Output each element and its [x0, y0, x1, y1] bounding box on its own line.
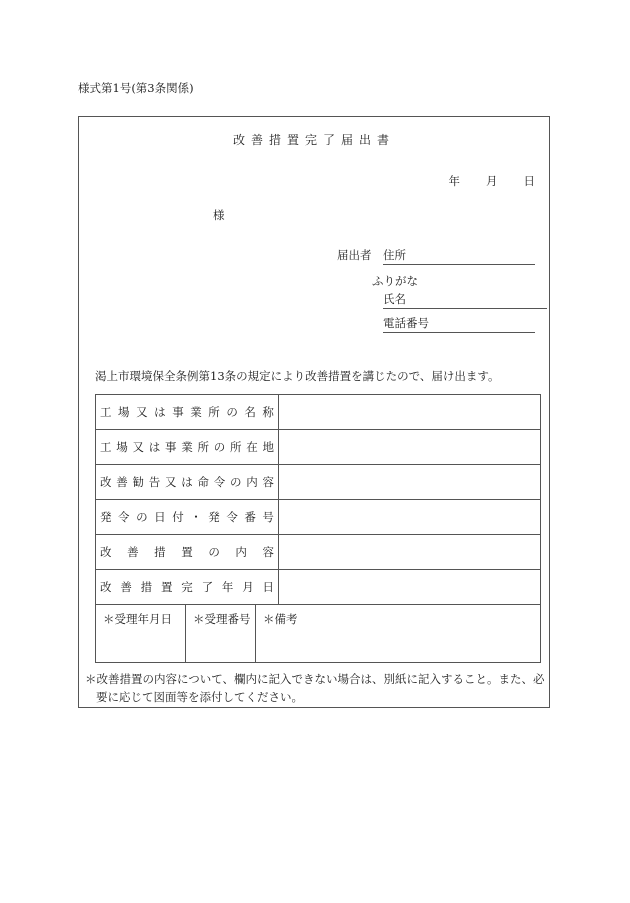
- received-number-cell: [186, 604, 256, 662]
- row-value-cell[interactable]: [279, 535, 541, 570]
- row-label-cell: [96, 430, 279, 465]
- date-day-label: 日: [523, 174, 535, 188]
- row-value-cell[interactable]: [279, 465, 541, 500]
- table-row: [96, 430, 541, 465]
- date-month-label: 月: [486, 174, 498, 188]
- details-table: [95, 394, 541, 605]
- form-frame: [78, 116, 550, 708]
- name-label: 氏名: [383, 292, 406, 306]
- table-row: [96, 570, 541, 605]
- received-date-cell: [96, 604, 186, 662]
- row-label: 発 令 の 日 付 ・ 発 令 番 号: [100, 510, 274, 524]
- row-label-cell: [96, 535, 279, 570]
- remarks-label: ＊備考: [263, 612, 298, 626]
- row-value-cell[interactable]: [279, 500, 541, 535]
- remarks-cell: [256, 604, 540, 662]
- addressee-suffix: 様: [213, 208, 225, 222]
- footnote-line-2: 要に応じて図面等を添付してください。: [96, 690, 303, 704]
- row-label: 改 善 措 置 の 内 容: [100, 545, 274, 559]
- table-row: [96, 395, 541, 430]
- name-field[interactable]: [383, 291, 547, 309]
- row-label: 改 善 措 置 完 了 年 月 日: [100, 580, 274, 594]
- furigana-label: ふりがな: [372, 274, 418, 288]
- address-field[interactable]: [383, 247, 535, 265]
- applicant-label: 届出者: [337, 248, 372, 262]
- row-label: 改 善 勧 告 又 は 命 令 の 内 容: [100, 475, 274, 489]
- table-row: [96, 535, 541, 570]
- date-year-label: 年: [448, 174, 460, 188]
- row-label-cell: [96, 570, 279, 605]
- row-label-cell: [96, 500, 279, 535]
- phone-field[interactable]: [383, 315, 535, 333]
- received-number-label: ＊受理番号: [193, 612, 251, 626]
- phone-label: 電話番号: [383, 316, 429, 330]
- footnote: [85, 670, 551, 706]
- footnote-line-1: ＊改善措置の内容について、欄内に記入できない場合は、別紙に記入すること。また、必: [85, 672, 545, 686]
- document-title: 改善措置完了届出書: [232, 133, 395, 147]
- row-label-cell: [96, 465, 279, 500]
- row-value-cell[interactable]: [279, 570, 541, 605]
- statement-text: 渇上市環境保全条例第13条の規定により改善措置を講じたので、届け出ます。: [95, 369, 500, 383]
- row-label-cell: [96, 395, 279, 430]
- row-label: 工 場 又 は 事 業 所 の 名 称: [100, 405, 274, 419]
- date-line: [423, 173, 536, 189]
- received-date-label: ＊受理年月日: [103, 612, 172, 626]
- row-value-cell[interactable]: [279, 395, 541, 430]
- row-label: 工 場 又 は 事 業 所 の 所 在 地: [100, 440, 274, 454]
- address-label: 住所: [383, 248, 406, 262]
- office-use-row: [95, 604, 541, 663]
- form-number: 様式第1号(第3条関係): [78, 81, 194, 95]
- table-row: [96, 500, 541, 535]
- row-value-cell[interactable]: [279, 430, 541, 465]
- table-row: [96, 465, 541, 500]
